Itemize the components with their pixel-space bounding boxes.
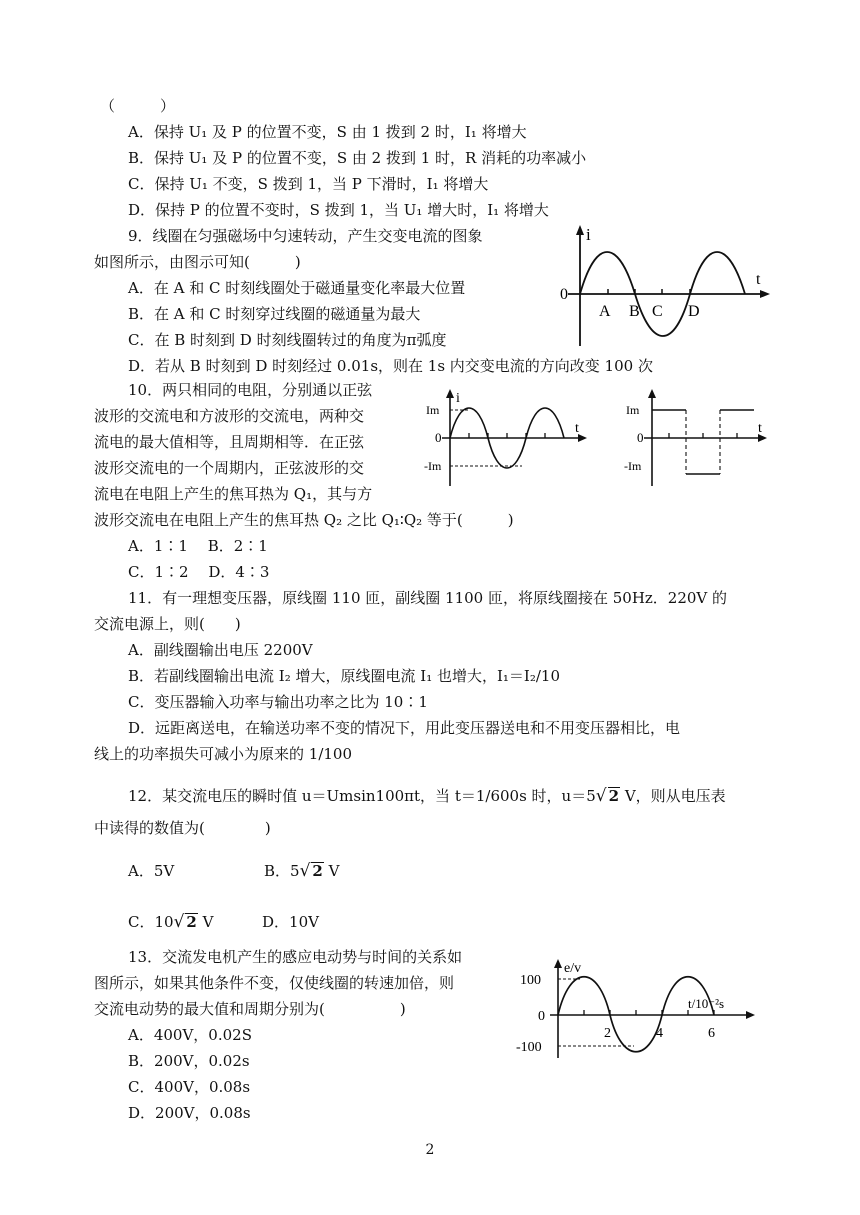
q13-option-d: D．200V，0.08s	[128, 1104, 251, 1122]
q9-option-a: A．在 A 和 C 时刻线圈处于磁通量变化率最大位置	[128, 279, 466, 297]
q13-y-max-label: 100	[520, 973, 541, 988]
q13-emf-graph	[512, 956, 772, 1064]
q9-point-b: B	[629, 303, 640, 320]
q11-option-a: A．副线圈输出电压 2200V	[128, 641, 313, 659]
q12-option-b	[264, 861, 339, 881]
q9-point-c: C	[652, 303, 663, 320]
q9-sine-graph	[548, 222, 773, 354]
q13-x-tick-6: 6	[708, 1026, 715, 1041]
q12-option-b-unit: V	[328, 862, 340, 880]
q9-y-label: i	[586, 225, 591, 244]
q10-stem-line3: 流电的最大值相等，且周期相等．在正弦	[94, 433, 365, 451]
q10-sine-wave-graph	[422, 386, 592, 492]
q10-stem-line1: 10．两只相同的电阻，分别通以正弦	[128, 381, 373, 399]
q10-square-x-label: t	[758, 421, 762, 436]
q10-square-zero-label: 0	[637, 430, 644, 445]
q10-square-min-label: -Im	[624, 459, 642, 473]
q10-sine-x-label: t	[575, 421, 579, 436]
sqrt-radicand: 2	[312, 862, 323, 880]
q12-stem-line1	[128, 786, 726, 806]
q10-square-wave-graph	[610, 386, 772, 492]
q13-option-c: C．400V，0.08s	[128, 1078, 251, 1096]
q12-option-d: D．10V	[262, 913, 319, 931]
q12-option-c-text: C．10	[128, 913, 174, 931]
q13-y-min-label: -100	[516, 1040, 542, 1055]
q10-options-cd: C．1∶2 D．4∶3	[128, 563, 270, 581]
sqrt-symbol: √	[173, 912, 185, 932]
q13-stem-line2: 图所示，如果其他条件不变，仅使线圈的转速加倍，则	[94, 974, 455, 992]
q12-stem-line2: 中读得的数值为( )	[94, 819, 271, 837]
q12-option-c	[128, 912, 213, 932]
q13-x-label: t/10⁻²s	[688, 996, 725, 1011]
q12-stem-text-end: V，则从电压表	[624, 787, 726, 805]
q12-option-c-unit: V	[202, 913, 214, 931]
q9-point-d: D	[688, 303, 700, 320]
q9-option-b: B．在 A 和 C 时刻穿过线圈的磁通量为最大	[128, 305, 421, 323]
q10-options-ab: A．1∶1 B．2∶1	[128, 537, 268, 555]
q10-stem-line4: 波形交流电的一个周期内，正弦波形的交	[94, 459, 365, 477]
q10-stem-line5: 流电在电阻上产生的焦耳热为 Q₁，其与方	[94, 485, 373, 503]
q11-stem-line2: 交流电源上，则( )	[94, 615, 241, 633]
q12-stem-text: 12．某交流电压的瞬时值 u＝Umsin100πt，当 t＝1/600s 时，u＝5	[128, 787, 596, 805]
q9-option-c: C．在 B 时刻到 D 时刻线圈转过的角度为π弧度	[128, 331, 447, 349]
q10-stem-line6: 波形交流电在电阻上产生的焦耳热 Q₂ 之比 Q₁∶Q₂ 等于( )	[94, 511, 514, 529]
q9-point-a: A	[599, 303, 611, 320]
q11-option-d-line1: D．远距离送电，在输送功率不变的情况下，用此变压器送电和不用变压器相比，电	[128, 719, 681, 737]
sqrt-symbol: √	[299, 861, 311, 881]
q9-stem-line1: 9．线圈在匀强磁场中匀速转动，产生交变电流的图象	[128, 227, 483, 245]
q13-x-tick-4: 4	[656, 1026, 663, 1041]
q13-option-b: B．200V，0.02s	[128, 1052, 250, 1070]
sqrt-radicand: 2	[608, 787, 620, 805]
q10-sine-y-label: i	[456, 391, 460, 406]
q10-stem-line2: 波形的交流电和方波形的交流电，两种交	[94, 407, 365, 425]
q9-origin-label: 0	[560, 286, 568, 303]
sqrt-symbol: √	[595, 786, 607, 806]
q12-option-a: A．5V	[128, 862, 175, 880]
q11-option-d-line2: 线上的功率损失可减小为原来的 1/100	[94, 745, 352, 763]
q11-stem-line1: 11．有一理想变压器，原线圈 110 匝，副线圈 1100 匝，将原线圈接在 50Hz．220V 的	[128, 589, 728, 607]
q8-option-a: A．保持 U₁ 及 P 的位置不变，S 由 1 拨到 2 时，I₁ 将增大	[128, 123, 527, 141]
q12-option-b-text: B．5	[264, 862, 300, 880]
q13-option-a: A．400V，0.02S	[128, 1026, 252, 1044]
q11-option-c: C．变压器输入功率与输出功率之比为 10∶1	[128, 693, 428, 711]
q13-stem-line1: 13．交流发电机产生的感应电动势与时间的关系如	[128, 948, 463, 966]
q9-x-label: t	[756, 271, 761, 288]
q9-stem-line2: 如图所示，由图示可知( )	[94, 253, 301, 271]
page-number: 2	[425, 1142, 435, 1158]
q8-option-c: C．保持 U₁ 不变，S 拨到 1，当 P 下滑时，I₁ 将增大	[128, 175, 489, 193]
q10-sine-max-label: Im	[426, 403, 440, 417]
q8-answer-bracket: （ ）	[100, 97, 176, 115]
q13-x-tick-2: 2	[604, 1026, 611, 1041]
q13-stem-line3: 交流电动势的最大值和周期分别为( )	[94, 1000, 406, 1018]
sqrt-radicand: 2	[186, 913, 197, 931]
q8-option-d: D．保持 P 的位置不变时，S 拨到 1，当 U₁ 增大时，I₁ 将增大	[128, 201, 549, 219]
q9-option-d: D．若从 B 时刻到 D 时刻经过 0.01s，则在 1s 内交变电流的方向改变 100 次	[128, 357, 653, 375]
q13-y-zero-label: 0	[538, 1009, 545, 1024]
q13-y-label: e/v	[564, 961, 582, 976]
q10-sine-zero-label: 0	[435, 430, 442, 445]
q8-option-b: B．保持 U₁ 及 P 的位置不变，S 由 2 拨到 1 时，R 消耗的功率减小	[128, 149, 587, 167]
q11-option-b: B．若副线圈输出电流 I₂ 增大，原线圈电流 I₁ 也增大，I₁＝I₂/10	[128, 667, 560, 685]
q10-square-max-label: Im	[626, 403, 640, 417]
q10-sine-min-label: -Im	[424, 459, 442, 473]
